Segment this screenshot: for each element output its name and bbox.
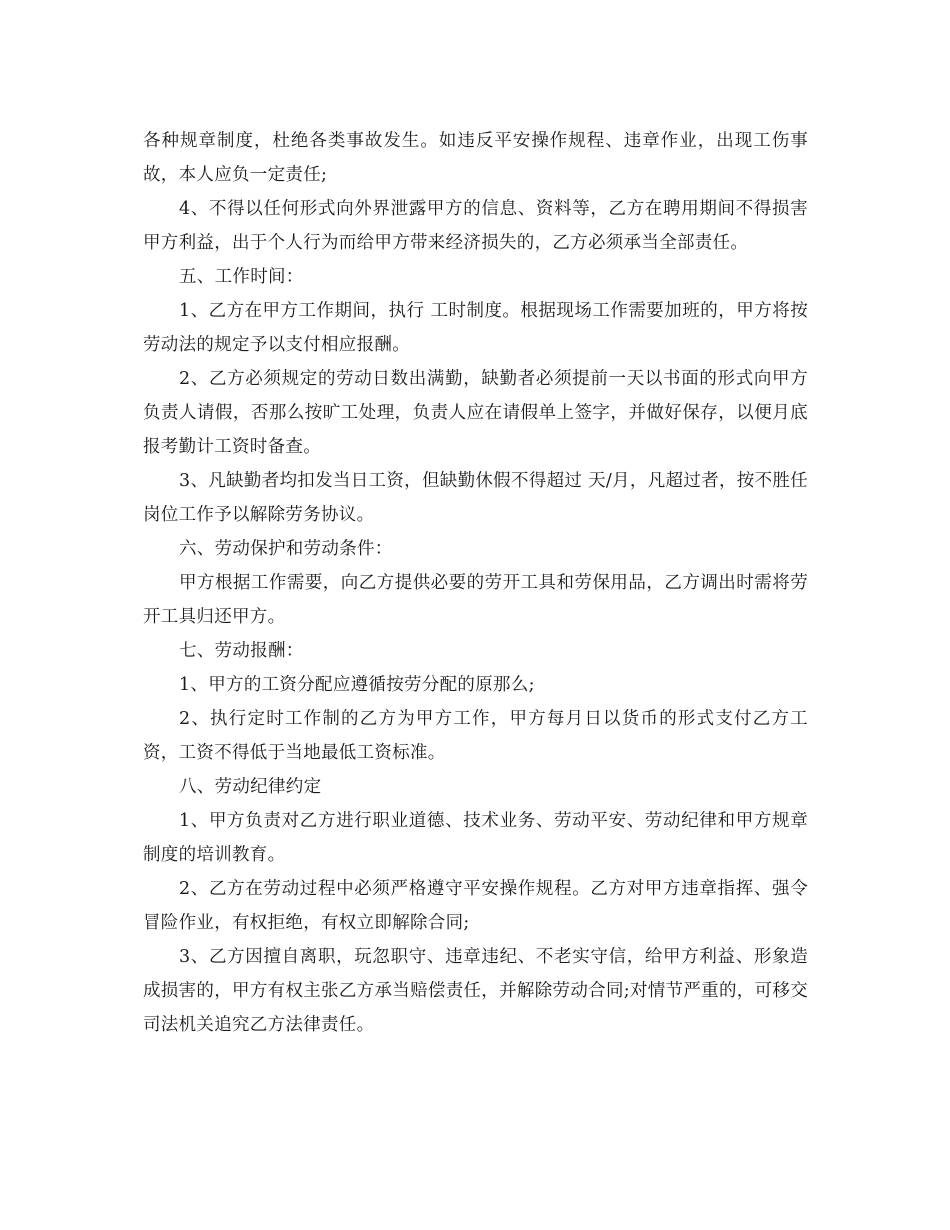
paragraph-2: 4、不得以任何形式向外界泄露甲方的信息、资料等，乙方在聘用期间不得损害甲方利益，出于个人行为而给甲方带来经济损失的，乙方必须承当全部责任。	[143, 199, 808, 253]
paragraph-labor-protection: 甲方根据工作需要，向乙方提供必要的劳开工具和劳保用品，乙方调出时需将劳开工具归还甲方。	[143, 573, 808, 627]
section-heading-work-time: 五、工作时间：	[179, 267, 304, 287]
paragraph-work-time-2: 2、乙方必须规定的劳动日数出满勤，缺勤者必须提前一天以书面的形式向甲方负责人请假，否那么按旷工处理，负责人应在请假单上签字，并做好保存，以便月底报考勤计工资时备查。	[143, 369, 808, 457]
paragraph-discipline-1: 1、甲方负责对乙方进行职业道德、技术业务、劳动平安、劳动纪律和甲方规章制度的培训教育。	[143, 811, 808, 865]
paragraph-remuneration-2: 2、执行定时工作制的乙方为甲方工作，甲方每月日以货币的形式支付乙方工资，工资不得低于当地最低工资标准。	[143, 709, 808, 763]
paragraph-discipline-2: 2、乙方在劳动过程中必须严格遵守平安操作规程。乙方对甲方违章指挥、强令冒险作业，有权拒绝，有权立即解除合同;	[143, 879, 808, 933]
paragraph-1: 各种规章制度，杜绝各类事故发生。如违反平安操作规程、违章作业，出现工伤事故，本人应负一定责任;	[143, 131, 808, 185]
paragraph-work-time-3: 3、凡缺勤者均扣发当日工资，但缺勤休假不得超过 天/月，凡超过者，按不胜任岗位工作予以解除劳务协议。	[143, 471, 808, 525]
document-body	[143, 124, 808, 1042]
section-heading-discipline: 八、劳动纪律约定	[179, 777, 322, 797]
section-heading-remuneration: 七、劳动报酬：	[179, 641, 304, 661]
paragraph-work-time-1: 1、乙方在甲方工作期间，执行 工时制度。根据现场工作需要加班的，甲方将按劳动法的规定予以支付相应报酬。	[143, 301, 808, 355]
section-heading-labor-protection: 六、劳动保护和劳动条件：	[179, 539, 393, 559]
paragraph-discipline-3: 3、乙方因擅自离职，玩忽职守、违章违纪、不老实守信，给甲方利益、形象造成损害的，甲方有权主张乙方承当赔偿责任，并解除劳动合同;对情节严重的，可移交司法机关追究乙方法律责任。	[143, 947, 808, 1035]
paragraph-remuneration-1: 1、甲方的工资分配应遵循按劳分配的原那么;	[179, 675, 535, 695]
